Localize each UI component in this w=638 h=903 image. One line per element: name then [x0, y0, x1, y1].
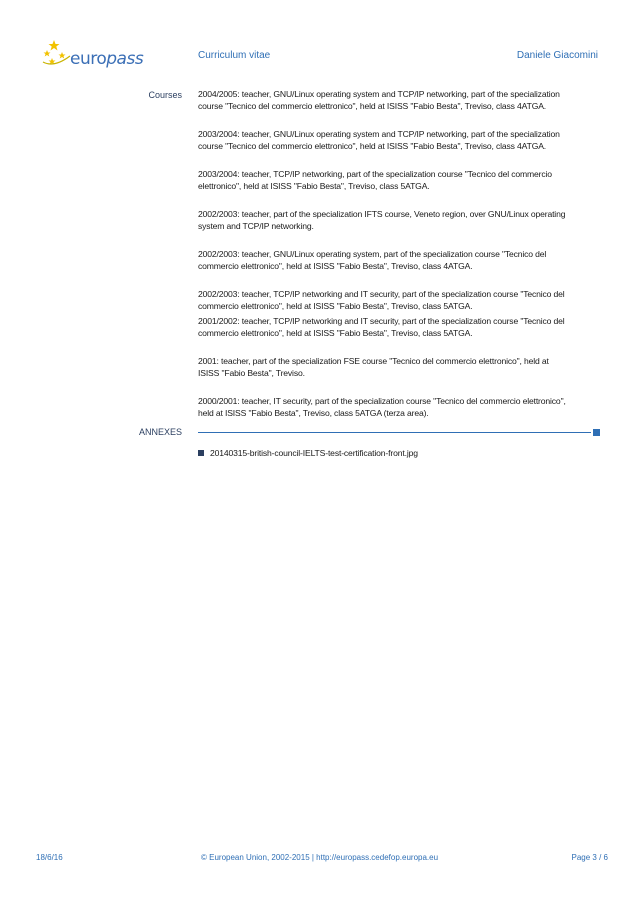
- course-line: 2004/2005: teacher, GNU/Linux operating system and TCP/IP networking, part of the specialization: [198, 89, 560, 99]
- annex-filename: 20140315-british-council-IELTS-test-certification-front.jpg: [210, 448, 418, 458]
- document-title: Curriculum vitae: [198, 50, 271, 61]
- europass-stars-icon: [40, 36, 74, 72]
- footer-page-number: Page 3 / 6: [571, 853, 608, 862]
- course-line: 2000/2001: teacher, IT security, part of the specialization course "Tecnico del commercio elettronico",: [198, 396, 566, 406]
- courses-list: [198, 88, 600, 419]
- course-item: [198, 208, 600, 232]
- europass-wordmark: [70, 49, 143, 69]
- annex-list-item: [198, 448, 418, 458]
- course-item: [198, 128, 600, 152]
- course-line: commercio elettronico", held at ISISS "Fabio Besta", Treviso, class 4ATGA.: [198, 261, 473, 271]
- course-line: 2002/2003: teacher, GNU/Linux operating system, part of the specialization course "Tecnico del: [198, 249, 547, 259]
- footer-date: 18/6/16: [36, 853, 63, 862]
- course-line: 2001: teacher, part of the specialization FSE course "Tecnico del commercio elettronico", held at: [198, 356, 549, 366]
- course-line: 2001/2002: teacher, TCP/IP networking and IT security, part of the specialization course "Tecnico del: [198, 316, 565, 326]
- course-line: 2002/2003: teacher, TCP/IP networking and IT security, part of the specialization course "Tecnico del: [198, 289, 565, 299]
- course-line: 2003/2004: teacher, TCP/IP networking, part of the specialization course "Tecnico del commercio: [198, 169, 552, 179]
- course-line: elettronico", held at ISISS "Fabio Besta", Treviso, class 5ATGA.: [198, 181, 430, 191]
- annexes-section-label: ANNEXES: [138, 427, 182, 437]
- logo-text-pass: pass: [106, 49, 144, 69]
- course-item: [198, 168, 600, 192]
- course-item: [198, 88, 600, 112]
- square-bullet-icon: [198, 450, 204, 456]
- footer-copyright: © European Union, 2002-2015 | http://europass.cedefop.europa.eu: [201, 853, 439, 862]
- course-item: [198, 395, 600, 419]
- course-line: course "Tecnico del commercio elettronico", held at ISISS "Fabio Besta", Treviso, class 4ATGA.: [198, 141, 547, 151]
- europass-logo: [40, 36, 144, 76]
- course-line: 2003/2004: teacher, GNU/Linux operating system and TCP/IP networking, part of the specialization: [198, 129, 560, 139]
- person-name: Daniele Giacomini: [516, 50, 598, 61]
- course-item: [198, 288, 600, 312]
- course-line: 2002/2003: teacher, part of the specialization IFTS course, Veneto region, over GNU/Linux operating: [198, 209, 566, 219]
- course-item: [198, 315, 600, 339]
- course-line: ISISS "Fabio Besta", Treviso.: [198, 368, 305, 378]
- section-divider-end-square: [593, 429, 600, 436]
- logo-text-euro: euro: [70, 49, 107, 69]
- section-divider: [198, 432, 591, 433]
- course-line: commercio elettronico", held at ISISS "Fabio Besta", Treviso, class 5ATGA.: [198, 301, 473, 311]
- course-line: course "Tecnico del commercio elettronico", held at ISISS "Fabio Besta", Treviso, class 4ATGA.: [198, 101, 547, 111]
- course-line: commercio elettronico", held at ISISS "Fabio Besta", Treviso, class 5ATGA.: [198, 328, 473, 338]
- course-line: held at ISISS "Fabio Besta", Treviso, class 5ATGA (terza area).: [198, 408, 429, 418]
- course-item: [198, 355, 600, 379]
- course-item: [198, 248, 600, 272]
- course-line: system and TCP/IP networking.: [198, 221, 314, 231]
- courses-section-label: Courses: [148, 90, 182, 100]
